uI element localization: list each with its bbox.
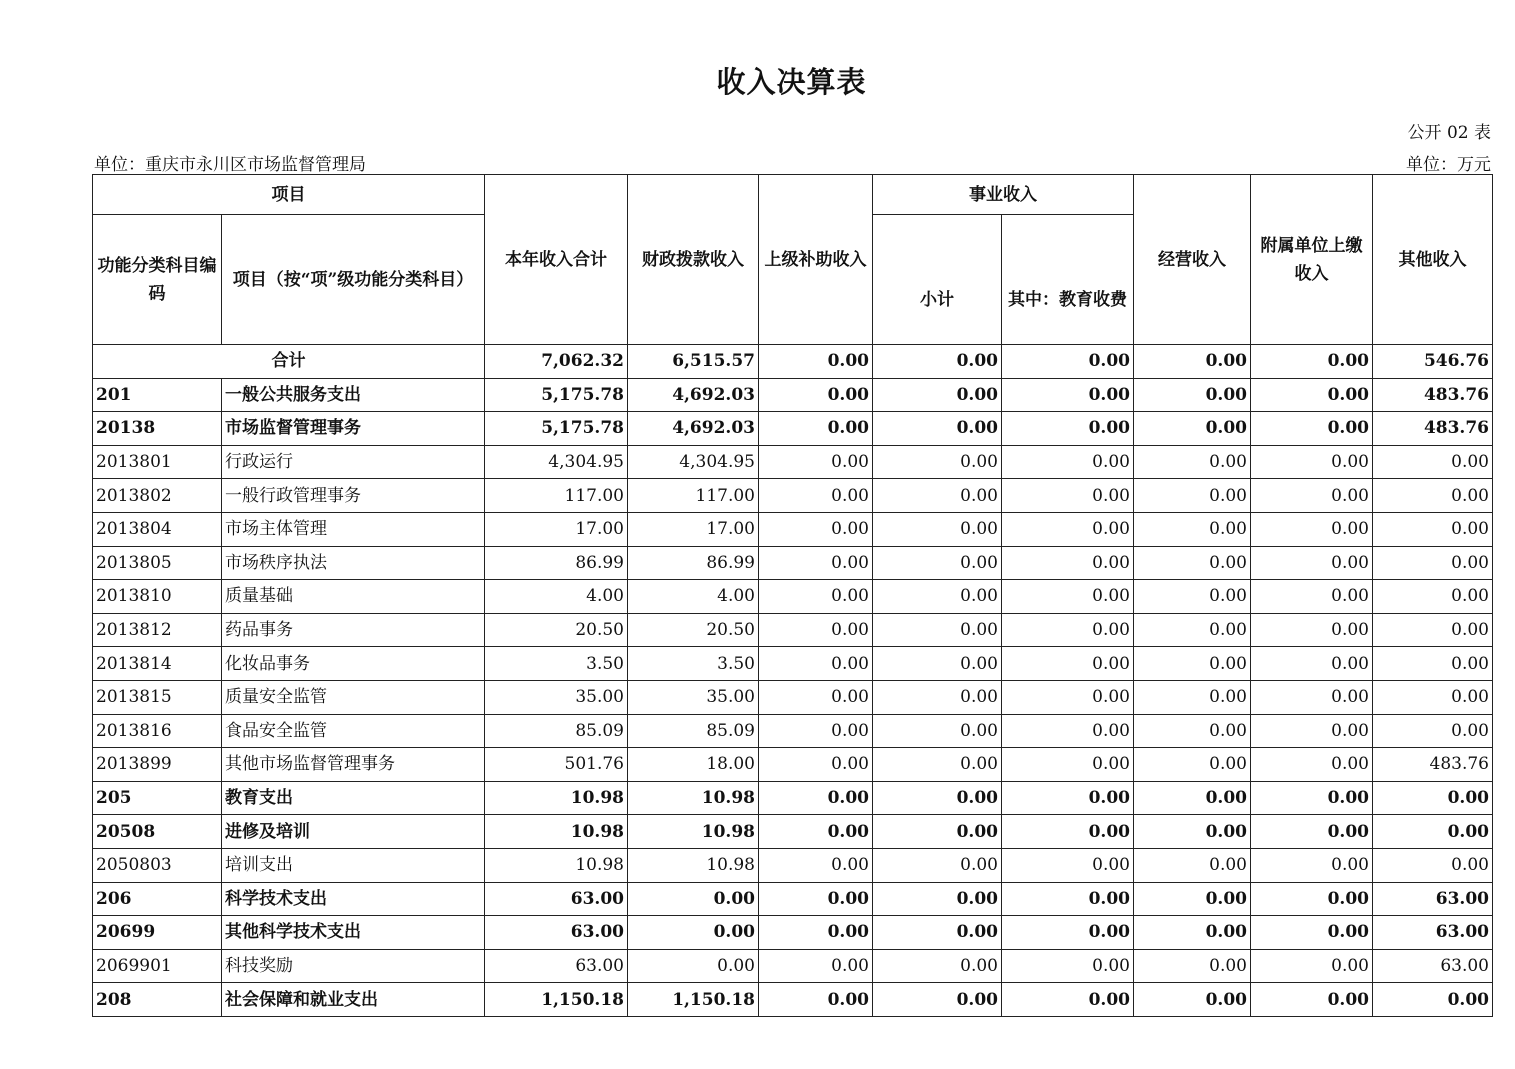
table-row [93, 680, 1493, 714]
row-code: 2013805 [93, 546, 222, 580]
header-code: 功能分类科目编码 [93, 215, 222, 345]
row-value: 63.00 [1373, 882, 1493, 916]
row-value: 0.00 [1251, 916, 1373, 950]
form-number: 公开 02 表 [1407, 123, 1491, 143]
row-value: 0.00 [1251, 848, 1373, 882]
table-row [93, 512, 1493, 546]
row-value: 0.00 [1002, 412, 1134, 446]
row-value: 0.00 [628, 882, 759, 916]
total-value: 0.00 [1134, 345, 1251, 379]
row-value: 86.99 [628, 546, 759, 580]
row-value: 0.00 [1251, 882, 1373, 916]
row-value: 0.00 [1251, 680, 1373, 714]
row-value: 0.00 [1134, 479, 1251, 513]
row-value: 0.00 [759, 445, 873, 479]
row-value: 0.00 [1002, 916, 1134, 950]
row-value: 0.00 [1251, 949, 1373, 983]
row-value: 0.00 [873, 613, 1002, 647]
row-code: 208 [93, 983, 222, 1017]
row-value: 0.00 [1134, 412, 1251, 446]
row-name: 市场秩序执法 [222, 546, 485, 580]
row-value: 0.00 [873, 680, 1002, 714]
row-code: 2013812 [93, 613, 222, 647]
row-value: 0.00 [759, 680, 873, 714]
row-code: 2013816 [93, 714, 222, 748]
row-value: 0.00 [873, 378, 1002, 412]
row-code: 2013810 [93, 580, 222, 614]
row-value: 0.00 [1373, 479, 1493, 513]
row-name: 其他科学技术支出 [222, 916, 485, 950]
row-value: 35.00 [485, 680, 628, 714]
row-value: 0.00 [759, 580, 873, 614]
row-value: 483.76 [1373, 748, 1493, 782]
row-name: 行政运行 [222, 445, 485, 479]
table-row [93, 714, 1493, 748]
row-value: 0.00 [1134, 882, 1251, 916]
total-value: 0.00 [759, 345, 873, 379]
row-value: 0.00 [1251, 412, 1373, 446]
total-value: 0.00 [1002, 345, 1134, 379]
row-value: 0.00 [1002, 546, 1134, 580]
row-code: 2050803 [93, 848, 222, 882]
row-value: 0.00 [1134, 949, 1251, 983]
total-value: 7,062.32 [485, 345, 628, 379]
row-value: 0.00 [1251, 815, 1373, 849]
row-value: 0.00 [873, 647, 1002, 681]
table-row [93, 781, 1493, 815]
row-code: 20138 [93, 412, 222, 446]
row-value: 0.00 [1134, 445, 1251, 479]
row-value: 63.00 [485, 916, 628, 950]
row-value: 0.00 [759, 949, 873, 983]
row-value: 0.00 [873, 580, 1002, 614]
row-value: 0.00 [1373, 680, 1493, 714]
row-name: 培训支出 [222, 848, 485, 882]
row-value: 0.00 [759, 647, 873, 681]
row-name: 药品事务 [222, 613, 485, 647]
row-value: 0.00 [1373, 815, 1493, 849]
header-other: 其他收入 [1373, 175, 1493, 345]
row-value: 63.00 [485, 882, 628, 916]
row-value: 17.00 [485, 512, 628, 546]
row-code: 205 [93, 781, 222, 815]
row-value: 0.00 [1002, 580, 1134, 614]
row-code: 201 [93, 378, 222, 412]
total-row [93, 345, 1493, 379]
row-value: 0.00 [759, 613, 873, 647]
row-value: 0.00 [1134, 647, 1251, 681]
row-value: 117.00 [485, 479, 628, 513]
row-value: 0.00 [1002, 613, 1134, 647]
row-value: 4,692.03 [628, 378, 759, 412]
row-code: 2069901 [93, 949, 222, 983]
row-value: 0.00 [759, 546, 873, 580]
row-value: 0.00 [873, 479, 1002, 513]
row-value: 0.00 [1373, 781, 1493, 815]
row-value: 0.00 [1134, 781, 1251, 815]
row-value: 0.00 [759, 714, 873, 748]
row-value: 85.09 [628, 714, 759, 748]
row-value: 0.00 [1251, 647, 1373, 681]
row-value: 0.00 [873, 748, 1002, 782]
row-name: 其他市场监督管理事务 [222, 748, 485, 782]
row-value: 1,150.18 [485, 983, 628, 1017]
income-table [92, 174, 1493, 1017]
row-value: 0.00 [873, 882, 1002, 916]
total-value: 6,515.57 [628, 345, 759, 379]
row-name: 科技奖励 [222, 949, 485, 983]
row-name: 一般公共服务支出 [222, 378, 485, 412]
row-value: 0.00 [873, 412, 1002, 446]
row-value: 501.76 [485, 748, 628, 782]
row-value: 0.00 [1134, 983, 1251, 1017]
row-value: 0.00 [759, 412, 873, 446]
row-value: 0.00 [759, 882, 873, 916]
row-value: 0.00 [1002, 848, 1134, 882]
row-value: 85.09 [485, 714, 628, 748]
row-value: 0.00 [1002, 815, 1134, 849]
row-value: 17.00 [628, 512, 759, 546]
row-value: 1,150.18 [628, 983, 759, 1017]
table-row [93, 647, 1493, 681]
table-row [93, 815, 1493, 849]
row-value: 117.00 [628, 479, 759, 513]
row-code: 2013802 [93, 479, 222, 513]
row-value: 0.00 [1134, 512, 1251, 546]
row-code: 2013814 [93, 647, 222, 681]
table-body [93, 345, 1493, 1017]
row-value: 10.98 [628, 815, 759, 849]
row-value: 0.00 [1373, 580, 1493, 614]
row-name: 一般行政管理事务 [222, 479, 485, 513]
row-value: 0.00 [1002, 714, 1134, 748]
row-value: 0.00 [873, 714, 1002, 748]
header-superior: 上级补助收入 [759, 175, 873, 345]
row-name: 社会保障和就业支出 [222, 983, 485, 1017]
row-value: 0.00 [1373, 714, 1493, 748]
header-name: 项目（按“项”级功能分类科目） [222, 215, 485, 345]
row-value: 0.00 [1373, 445, 1493, 479]
header-operating: 经营收入 [1134, 175, 1251, 345]
row-value: 0.00 [1251, 479, 1373, 513]
currency-unit: 单位：万元 [1406, 155, 1491, 175]
total-value: 0.00 [873, 345, 1002, 379]
row-code: 20508 [93, 815, 222, 849]
row-name: 科学技术支出 [222, 882, 485, 916]
row-value: 10.98 [485, 815, 628, 849]
row-name: 市场主体管理 [222, 512, 485, 546]
table-row [93, 916, 1493, 950]
table-header [93, 175, 1493, 345]
row-value: 0.00 [873, 983, 1002, 1017]
row-value: 0.00 [1002, 445, 1134, 479]
row-value: 0.00 [1251, 445, 1373, 479]
row-value: 0.00 [1002, 512, 1134, 546]
row-value: 0.00 [759, 512, 873, 546]
row-value: 20.50 [485, 613, 628, 647]
row-value: 4.00 [628, 580, 759, 614]
row-name: 教育支出 [222, 781, 485, 815]
row-value: 0.00 [1251, 748, 1373, 782]
table-row [93, 748, 1493, 782]
row-value: 0.00 [873, 781, 1002, 815]
row-value: 0.00 [1002, 949, 1134, 983]
row-value: 4,304.95 [485, 445, 628, 479]
page-title: 收入决算表 [716, 65, 867, 99]
row-value: 4.00 [485, 580, 628, 614]
row-name: 质量基础 [222, 580, 485, 614]
row-value: 0.00 [1251, 580, 1373, 614]
header-affiliated: 附属单位上缴收入 [1251, 175, 1373, 345]
row-value: 0.00 [759, 781, 873, 815]
total-value: 546.76 [1373, 345, 1493, 379]
row-value: 0.00 [1251, 378, 1373, 412]
row-value: 0.00 [759, 848, 873, 882]
row-value: 10.98 [485, 781, 628, 815]
table-row [93, 848, 1493, 882]
row-value: 0.00 [1002, 378, 1134, 412]
row-name: 进修及培训 [222, 815, 485, 849]
row-value: 0.00 [873, 815, 1002, 849]
table-row [93, 445, 1493, 479]
row-code: 20699 [93, 916, 222, 950]
row-value: 0.00 [1134, 848, 1251, 882]
row-value: 0.00 [1251, 983, 1373, 1017]
row-value: 10.98 [628, 781, 759, 815]
row-value: 18.00 [628, 748, 759, 782]
row-value: 0.00 [1251, 714, 1373, 748]
row-value: 0.00 [873, 512, 1002, 546]
row-value: 4,304.95 [628, 445, 759, 479]
row-value: 483.76 [1373, 378, 1493, 412]
row-value: 0.00 [1002, 882, 1134, 916]
total-value: 0.00 [1251, 345, 1373, 379]
row-value: 0.00 [1134, 714, 1251, 748]
row-value: 0.00 [759, 815, 873, 849]
row-value: 0.00 [873, 916, 1002, 950]
row-code: 2013801 [93, 445, 222, 479]
row-value: 0.00 [1002, 983, 1134, 1017]
row-value: 35.00 [628, 680, 759, 714]
row-value: 63.00 [485, 949, 628, 983]
row-name: 市场监督管理事务 [222, 412, 485, 446]
row-value: 0.00 [873, 445, 1002, 479]
row-value: 20.50 [628, 613, 759, 647]
row-value: 0.00 [1373, 647, 1493, 681]
row-value: 0.00 [1134, 748, 1251, 782]
table-row [93, 983, 1493, 1017]
table-row [93, 580, 1493, 614]
row-value: 10.98 [628, 848, 759, 882]
row-value: 0.00 [1373, 512, 1493, 546]
row-value: 3.50 [485, 647, 628, 681]
row-value: 0.00 [1373, 546, 1493, 580]
row-value: 0.00 [1134, 580, 1251, 614]
row-value: 4,692.03 [628, 412, 759, 446]
row-value: 86.99 [485, 546, 628, 580]
row-value: 0.00 [759, 916, 873, 950]
row-value: 0.00 [628, 949, 759, 983]
row-value: 0.00 [1251, 512, 1373, 546]
header-subtotal: 小计 [873, 215, 1002, 345]
table-row [93, 882, 1493, 916]
row-value: 5,175.78 [485, 378, 628, 412]
row-value: 0.00 [873, 546, 1002, 580]
row-value: 0.00 [1002, 479, 1134, 513]
row-value: 0.00 [1134, 378, 1251, 412]
row-value: 0.00 [873, 848, 1002, 882]
row-value: 0.00 [759, 983, 873, 1017]
row-code: 2013804 [93, 512, 222, 546]
row-value: 0.00 [1134, 916, 1251, 950]
row-value: 0.00 [1373, 613, 1493, 647]
row-value: 0.00 [628, 916, 759, 950]
row-value: 0.00 [759, 748, 873, 782]
header-business-group: 事业收入 [873, 175, 1134, 215]
row-value: 63.00 [1373, 949, 1493, 983]
header-education-fee: 其中：教育收费 [1002, 215, 1134, 345]
row-name: 质量安全监管 [222, 680, 485, 714]
row-name: 化妆品事务 [222, 647, 485, 681]
row-value: 0.00 [1134, 680, 1251, 714]
row-value: 0.00 [1002, 748, 1134, 782]
table-row [93, 479, 1493, 513]
row-value: 0.00 [873, 949, 1002, 983]
row-value: 0.00 [1134, 613, 1251, 647]
table-row [93, 546, 1493, 580]
table-row [93, 613, 1493, 647]
row-value: 10.98 [485, 848, 628, 882]
row-value: 0.00 [1002, 680, 1134, 714]
header-fiscal: 财政拨款收入 [628, 175, 759, 345]
header-project-group: 项目 [93, 175, 485, 215]
row-value: 483.76 [1373, 412, 1493, 446]
row-value: 3.50 [628, 647, 759, 681]
row-name: 食品安全监管 [222, 714, 485, 748]
row-code: 206 [93, 882, 222, 916]
row-value: 0.00 [759, 479, 873, 513]
unit-organization: 单位：重庆市永川区市场监督管理局 [94, 155, 366, 175]
table-row [93, 412, 1493, 446]
row-value: 0.00 [1002, 781, 1134, 815]
table-row [93, 949, 1493, 983]
row-value: 63.00 [1373, 916, 1493, 950]
row-code: 2013899 [93, 748, 222, 782]
row-value: 0.00 [1134, 546, 1251, 580]
row-value: 0.00 [1373, 983, 1493, 1017]
header-total-income: 本年收入合计 [485, 175, 628, 345]
table-row [93, 378, 1493, 412]
row-value: 0.00 [759, 378, 873, 412]
row-value: 5,175.78 [485, 412, 628, 446]
row-value: 0.00 [1002, 647, 1134, 681]
row-value: 0.00 [1134, 815, 1251, 849]
row-value: 0.00 [1251, 781, 1373, 815]
row-value: 0.00 [1251, 546, 1373, 580]
row-value: 0.00 [1373, 848, 1493, 882]
row-value: 0.00 [1251, 613, 1373, 647]
row-code: 2013815 [93, 680, 222, 714]
total-label: 合计 [93, 345, 485, 379]
